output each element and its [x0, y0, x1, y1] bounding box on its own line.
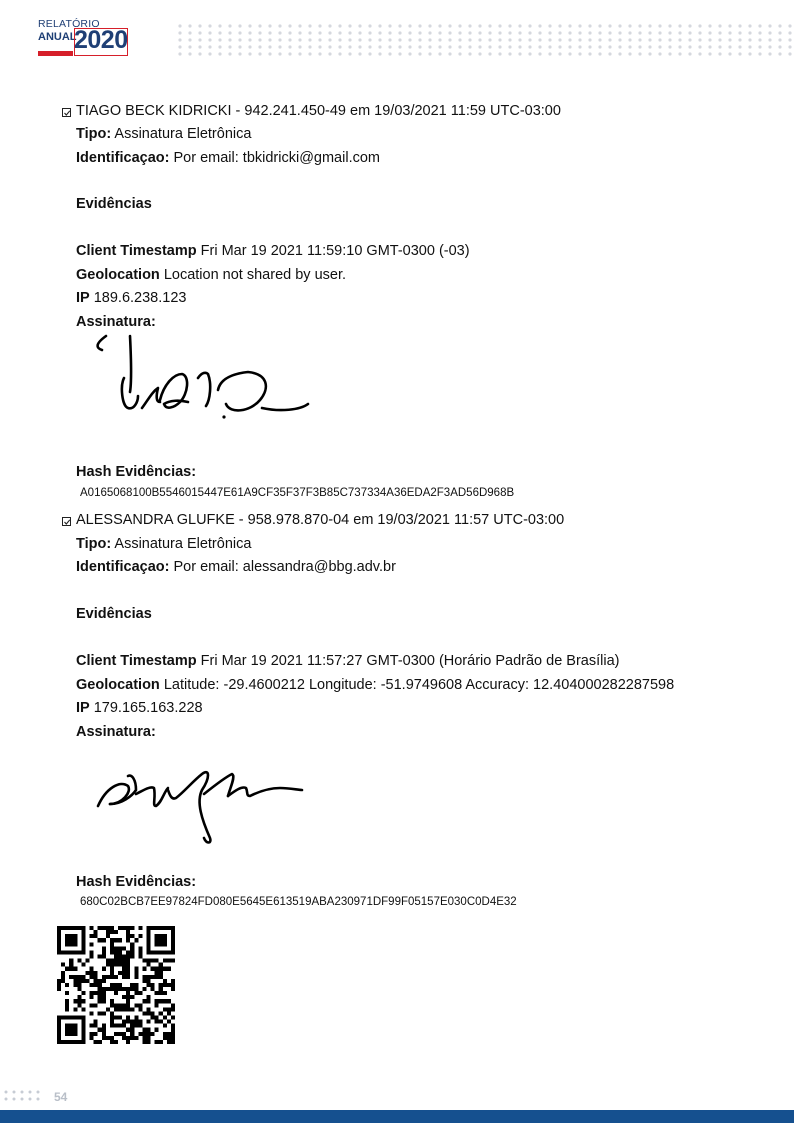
signer-heading: ALESSANDRA GLUFKE - 958.978.870-04 em 19/03/2021 11:57 UTC-03:00 [76, 512, 565, 528]
hash-value: A0165068100B5546015447E61A9CF35F37F3B85C737334A36EDA2F3AD56D968B [80, 487, 515, 499]
client-timestamp-value: Fri Mar 19 2021 11:59:10 GMT-0300 (-03) [200, 243, 470, 259]
tipo-value: Assinatura Eletrônica [114, 126, 252, 142]
signer-heading: TIAGO BECK KIDRICKI - 942.241.450-49 em 19/03/2021 11:59 UTC-03:00 [76, 103, 561, 119]
identificacao-label: Identificaçao: [76, 150, 170, 166]
logo-line2: ANUAL [38, 31, 77, 43]
footer-dot-pattern [4, 1090, 42, 1102]
identificacao-value: Por email: alessandra@bbg.adv.br [173, 559, 396, 575]
signature-label: Assinatura: [76, 724, 156, 740]
identificacao-label: Identificaçao: [76, 559, 170, 575]
geolocation-value: Location not shared by user. [163, 267, 347, 283]
tipo-label: Tipo: [76, 126, 112, 142]
logo-red-bar [38, 51, 73, 56]
ip-row [76, 699, 203, 717]
geolocation-row [76, 676, 674, 694]
tipo-value: Assinatura Eletrônica [114, 536, 252, 552]
tipo-label: Tipo: [76, 536, 112, 552]
signer-type-row [76, 535, 251, 553]
ip-row [76, 289, 186, 307]
client-timestamp-value: Fri Mar 19 2021 11:57:27 GMT-0300 (Horário Padrão de Brasília) [200, 653, 620, 669]
hash-label: Hash Evidências: [76, 874, 197, 890]
geolocation-row [76, 266, 346, 284]
hash-value: 680C02BCB7EE97824FD080E5645E613519ABA230971DF99F05157E030C0D4E32 [80, 896, 517, 908]
signer-identification-row [76, 558, 396, 576]
client-timestamp-row [76, 652, 619, 670]
logo-year: 2020 [74, 26, 128, 54]
footer-bar [0, 1110, 794, 1123]
checkmark-icon [63, 518, 71, 526]
logo-line1: RELATÓRIO [38, 18, 100, 30]
ip-value: 189.6.238.123 [93, 290, 187, 306]
client-timestamp-row [76, 242, 470, 260]
signature-label: Assinatura: [76, 314, 156, 330]
page-number: 54 [54, 1090, 68, 1104]
identificacao-value: Por email: tbkidricki@gmail.com [173, 150, 380, 166]
handwritten-signature-image [90, 330, 315, 425]
client-timestamp-label: Client Timestamp [76, 653, 197, 669]
checkmark-icon [63, 109, 71, 117]
hash-label: Hash Evidências: [76, 464, 197, 480]
evidence-heading: Evidências [76, 606, 152, 622]
client-timestamp-label: Client Timestamp [76, 243, 197, 259]
ip-label: IP [76, 290, 90, 306]
geolocation-label: Geolocation [76, 677, 160, 693]
signer-type-row [76, 125, 251, 143]
ip-value: 179.165.163.228 [93, 700, 203, 716]
geolocation-label: Geolocation [76, 267, 160, 283]
qr-code-image [57, 926, 175, 1044]
evidence-heading: Evidências [76, 196, 152, 212]
report-logo [36, 18, 136, 60]
geolocation-value: Latitude: -29.4600212 Longitude: -51.9749608 Accuracy: 12.404000282287598 [163, 677, 675, 693]
ip-label: IP [76, 700, 90, 716]
handwritten-signature-image [92, 760, 312, 850]
signer-identification-row [76, 149, 380, 167]
header-dot-pattern [178, 24, 792, 56]
